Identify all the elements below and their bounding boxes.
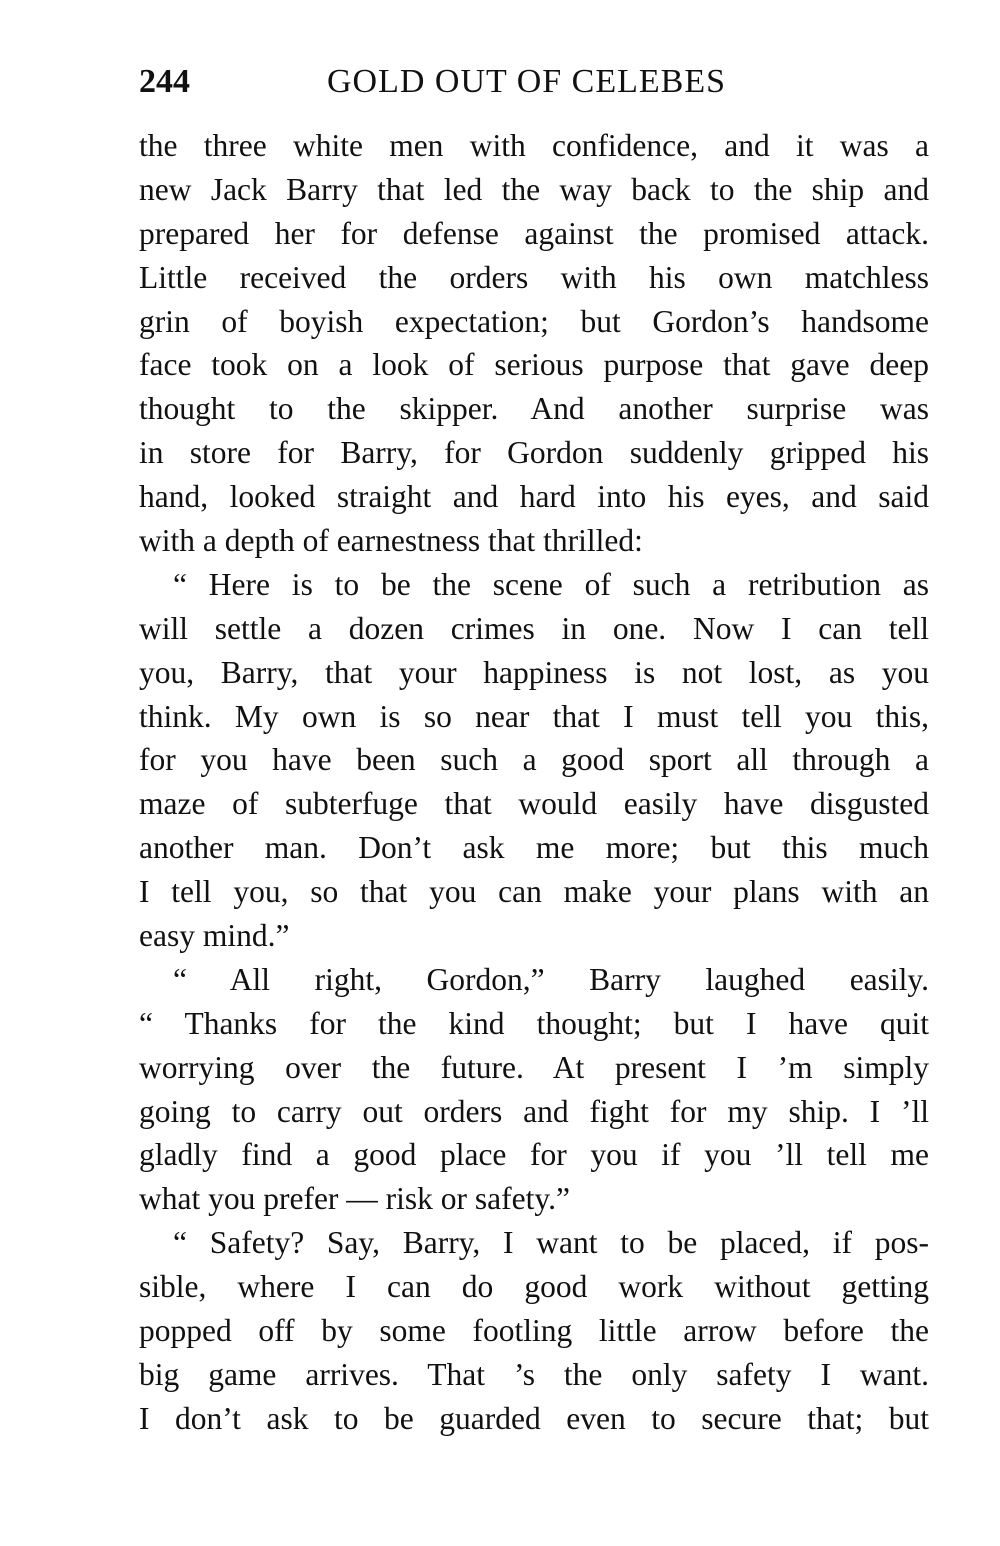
text-line: Little received the orders with his own matchless: [139, 259, 929, 295]
text-line: easy mind.”: [139, 918, 290, 954]
text-line: think. My own is so near that I must tell you this,: [139, 698, 929, 734]
text-line: I don’t ask to be guarded even to secure that; but: [139, 1400, 929, 1436]
text-line: “ Thanks for the kind thought; but I have quit: [139, 1005, 929, 1041]
text-line: worrying over the future. At present I ’m simply: [139, 1049, 929, 1085]
text-line: with a depth of earnestness that thrilled:: [139, 523, 643, 559]
page-number: 244: [139, 63, 190, 100]
text-line: gladly find a good place for you if you ’ll tell me: [139, 1137, 929, 1173]
text-line: another man. Don’t ask me more; but this much: [139, 830, 929, 866]
text-line: sible, where I can do good work without getting: [139, 1269, 929, 1305]
text-line: I tell you, so that you can make your plans with an: [139, 874, 929, 910]
text-line: hand, looked straight and hard into his eyes, and said: [139, 479, 929, 515]
text-line: for you have been such a good sport all through a: [139, 742, 929, 778]
running-head: [139, 57, 929, 107]
text-line: new Jack Barry that led the way back to the ship and: [139, 171, 929, 207]
text-line: in store for Barry, for Gordon suddenly gripped his: [139, 435, 929, 471]
text-line: big game arrives. That ’s the only safety I want.: [139, 1356, 929, 1392]
text-line: will settle a dozen crimes in one. Now I can tell: [139, 610, 929, 646]
text-line: grin of boyish expectation; but Gordon’s handsome: [139, 303, 929, 339]
text-line: maze of subterfuge that would easily have disgusted: [139, 786, 929, 822]
text-line: “ Here is to be the scene of such a retribution as: [173, 566, 929, 602]
text-line: popped off by some footling little arrow before the: [139, 1313, 929, 1349]
text-line: thought to the skipper. And another surprise was: [139, 391, 929, 427]
text-line: you, Barry, that your happiness is not lost, as you: [139, 654, 929, 690]
text-line: face took on a look of serious purpose that gave deep: [139, 347, 929, 383]
text-line: “ All right, Gordon,” Barry laughed easily.: [173, 961, 929, 997]
body-text: [139, 124, 929, 1441]
text-line: what you prefer — risk or safety.”: [139, 1181, 570, 1217]
text-line: going to carry out orders and fight for my ship. I ’ll: [139, 1093, 929, 1129]
text-line: prepared her for defense against the promised attack.: [139, 215, 929, 251]
text-line: the three white men with confidence, and it was a: [139, 128, 929, 163]
text-line: “ Safety? Say, Barry, I want to be placed, if pos-: [173, 1225, 929, 1261]
running-title: GOLD OUT OF CELEBES: [327, 63, 726, 100]
